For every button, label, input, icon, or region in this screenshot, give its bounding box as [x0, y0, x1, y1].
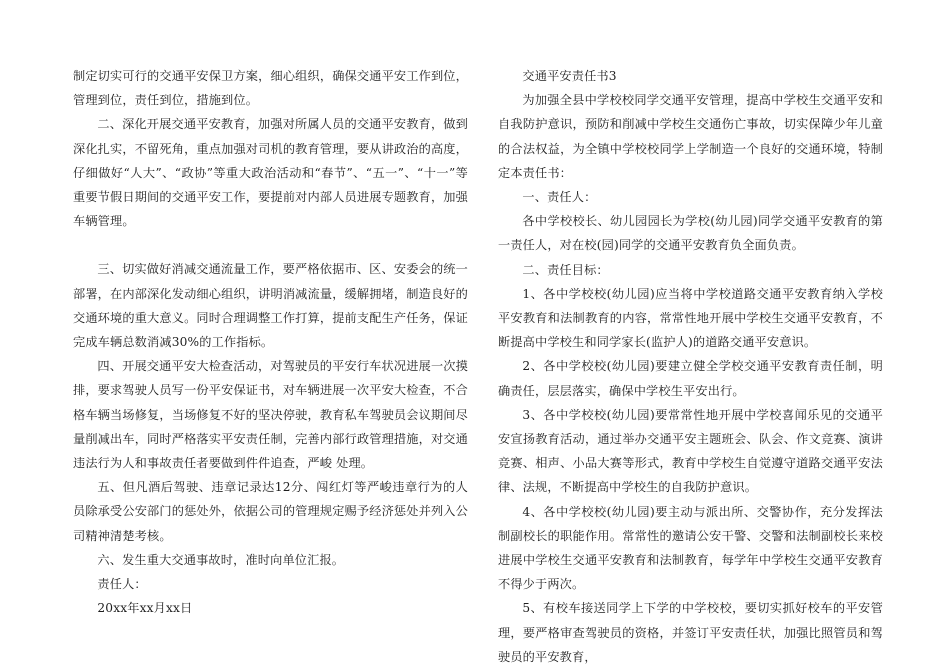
- paragraph-item-4: 四、开展交通平安大检查活动，对驾驶员的平安行车状况进展一次摸排，要求驾驶人员写一份平安保证书，对车辆进展一次平安大检查，不合格车辆当场修复，当场修复不好的坚决停驶，教育私车驾驶员会议期间尽量削减出车，同时严格落实平安责任制，完善内部行政管理措施，对交通违法行为人和事故责任者要做到件件追查，严峻 处理。: [73, 359, 468, 471]
- document-section-title: 交通平安责任书3: [522, 69, 617, 83]
- date-line: 20xx年xx月xx日: [97, 601, 193, 616]
- paragraph-goal-4: 4、各中学校校(幼儿园)要主动与派出所、交警协作，充分发挥法制副校长的职能作用。常常性的邀请公安干警、交警和法制副校长来校进展中学校生交通平安教育和法制教育，每学年中学校生交通平安教育不得少于两次。: [498, 504, 883, 592]
- heading-responsibility-goals: 二、责任目标：: [522, 262, 609, 277]
- paragraph-goal-5: 5、有校车接送同学上下学的中学校校，要切实抓好校车的平安管理，要严格审查驾驶员的资格，并签订平安责任状，加强比照管员和驾驶员的平安教育，: [498, 601, 883, 664]
- right-column: [498, 64, 883, 669]
- paragraph-item-5: 五、但凡酒后驾驶、违章记录达12分、闯红灯等严峻违章行为的人员除承受公安部门的惩处外，依据公司的管理规定赐予经济惩处并列入公司精神清楚考核。: [73, 480, 468, 543]
- left-column: [73, 64, 468, 620]
- paragraph-gap: [73, 233, 468, 257]
- heading-responsible-persons: 一、责任人：: [522, 190, 597, 205]
- responsible-person-label: 责任人：: [97, 577, 147, 592]
- paragraph-safety-plan: 制定切实可行的交通平安保卫方案，细心组织，确保交通平安工作到位，管理到位，责任到位，措施到位。: [73, 69, 468, 108]
- paragraph-responsible-persons: 各中学校校长、幼儿园园长为学校(幼儿园)同学交通平安教育的第一责任人，对在校(园)同学的交通平安教育负全面负责。: [498, 214, 883, 253]
- paragraph-goal-1: 1、各中学校校(幼儿园)应当将中学校道路交通平安教育纳入学校平安教育和法制教育的内容，常常性地开展中学校生交通平安教育，不断提高中学校生和同学家长(监护人)的道路交通平安意识。: [498, 286, 883, 350]
- paragraph-item-3: 三、切实做好消减交通流量工作，要严格依据市、区、安委会的统一部署，在内部深化发动细心组织，讲明消减流量，缓解拥堵，制造良好的交通环境的重大意义。同时合理调整工作打算，提前支配生产任务，保证完成车辆总数消减30%的工作指标。: [73, 262, 468, 350]
- paragraph-goal-3: 3、各中学校校(幼儿园)要常常性地开展中学校喜闻乐见的交通平安宣扬教育活动，通过举办交通平安主题班会、队会、作文竞赛、演讲竞赛、相声、小品大赛等形式，教育中学校生自觉遵守道路交通平安法律、法规，不断提高中学校生的自我防护意识。: [498, 407, 883, 495]
- paragraph-goal-2: 2、各中学校校(幼儿园)要建立健全学校交通平安教育责任制，明确责任，层层落实，确保中学校生平安出行。: [498, 359, 883, 398]
- paragraph-item-2: 二、深化开展交通平安教育，加强对所属人员的交通平安教育，做到深化扎实，不留死角，重点加强对司机的教育管理，要从讲政治的高度，仔细做好“人大”、“政协”等重大政治活动和“春节”、“五一”、“十一”等重要节假日期间的交通平安工作，要提前对内部人员进展专题教育，加强车辆管理。: [73, 117, 468, 229]
- paragraph-intro: 为加强全县中学校校同学交通平安管理，提高中学校生交通平安和自我防护意识，预防和削减中学校生交通伤亡事故，切实保障少年儿童的合法权益，为全镇中学校校同学上学制造一个良好的交通环境，特制定本责任书：: [498, 93, 883, 180]
- paragraph-item-6: 六、发生重大交通事故时，准时向单位汇报。: [97, 552, 345, 567]
